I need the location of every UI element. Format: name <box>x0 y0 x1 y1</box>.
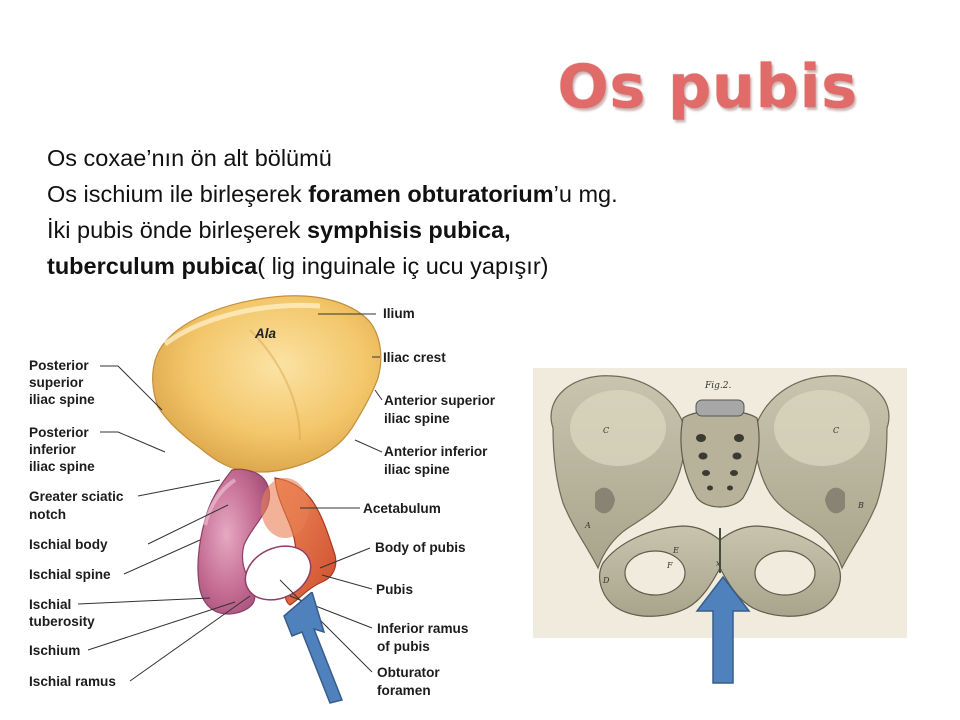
svg-text:A: A <box>585 521 591 530</box>
bullet-3-part-1: İki pubis önde birleşerek <box>47 217 307 243</box>
label-aiis-1: Anterior inferior <box>384 444 488 459</box>
svg-text:x: x <box>716 559 721 568</box>
label-gsn-1: Greater sciatic <box>29 489 124 504</box>
bullet-4-part-2: ( lig inguinale iç ucu yapışır) <box>257 253 549 279</box>
label-ilium: Ilium <box>383 306 415 321</box>
svg-text:E: E <box>673 546 679 555</box>
bullet-3-part-2: symphisis pubica, <box>306 217 511 243</box>
arrow-up-left-icon <box>278 592 358 704</box>
arrow-up-icon <box>693 575 753 685</box>
svg-text:C: C <box>603 426 610 435</box>
bullet-1 <box>47 140 618 176</box>
label-gsn-2: notch <box>29 507 66 522</box>
label-obturator-1: Obturator <box>377 665 440 680</box>
label-piis-1: Posterior <box>29 425 89 440</box>
bullet-1-part-1: Os coxae’nın ön alt bölümü <box>47 145 332 171</box>
svg-text:D: D <box>603 576 610 585</box>
bullet-3 <box>47 212 618 248</box>
label-piis-3: iliac spine <box>29 459 95 474</box>
label-psis-3: iliac spine <box>29 392 95 407</box>
label-ischial-ramus: Ischial ramus <box>29 674 116 689</box>
bullet-4 <box>47 248 618 284</box>
label-body-of-pubis: Body of pubis <box>375 540 466 555</box>
label-asis-1: Anterior superior <box>384 393 496 408</box>
label-ischial-spine: Ischial spine <box>29 567 111 582</box>
label-piis-2: inferior <box>29 442 76 457</box>
bullet-2-part-1: Os ischium ile birleşerek <box>47 181 309 207</box>
svg-text:B: B <box>858 501 864 510</box>
label-pubis: Pubis <box>376 582 414 597</box>
slide-title: Os pubis <box>557 52 858 122</box>
label-ischial-body: Ischial body <box>29 537 108 552</box>
label-isch-tub-2: tuberosity <box>29 614 95 629</box>
bullet-list <box>47 140 618 284</box>
fig-caption: Fig.2. <box>705 381 732 391</box>
bullet-4-part-1: tuberculum pubica <box>47 253 258 279</box>
label-ischium: Ischium <box>29 643 81 658</box>
label-inferior-ramus-1: Inferior ramus <box>377 621 469 636</box>
label-psis-2: superior <box>29 375 84 390</box>
label-obturator-2: foramen <box>377 683 431 698</box>
ala-label: Ala <box>255 326 277 341</box>
ilium-shape <box>153 296 381 472</box>
svg-text:C: C <box>833 426 840 435</box>
label-inferior-ramus-2: of pubis <box>377 639 430 654</box>
label-isch-tub-1: Ischial <box>29 597 72 612</box>
bullet-2-part-2: foramen obturatorium <box>308 181 554 207</box>
hip-bone-illustration <box>0 292 525 720</box>
label-acetabulum: Acetabulum <box>363 501 441 516</box>
label-aiis-2: iliac spine <box>384 462 450 477</box>
label-psis-1: Posterior <box>29 358 89 373</box>
label-asis-2: iliac spine <box>384 411 450 426</box>
label-iliac-crest: Iliac crest <box>383 350 446 365</box>
bullet-2 <box>47 176 618 212</box>
bullet-2-part-3: ’u mg. <box>553 181 618 207</box>
svg-text:F: F <box>667 561 673 570</box>
